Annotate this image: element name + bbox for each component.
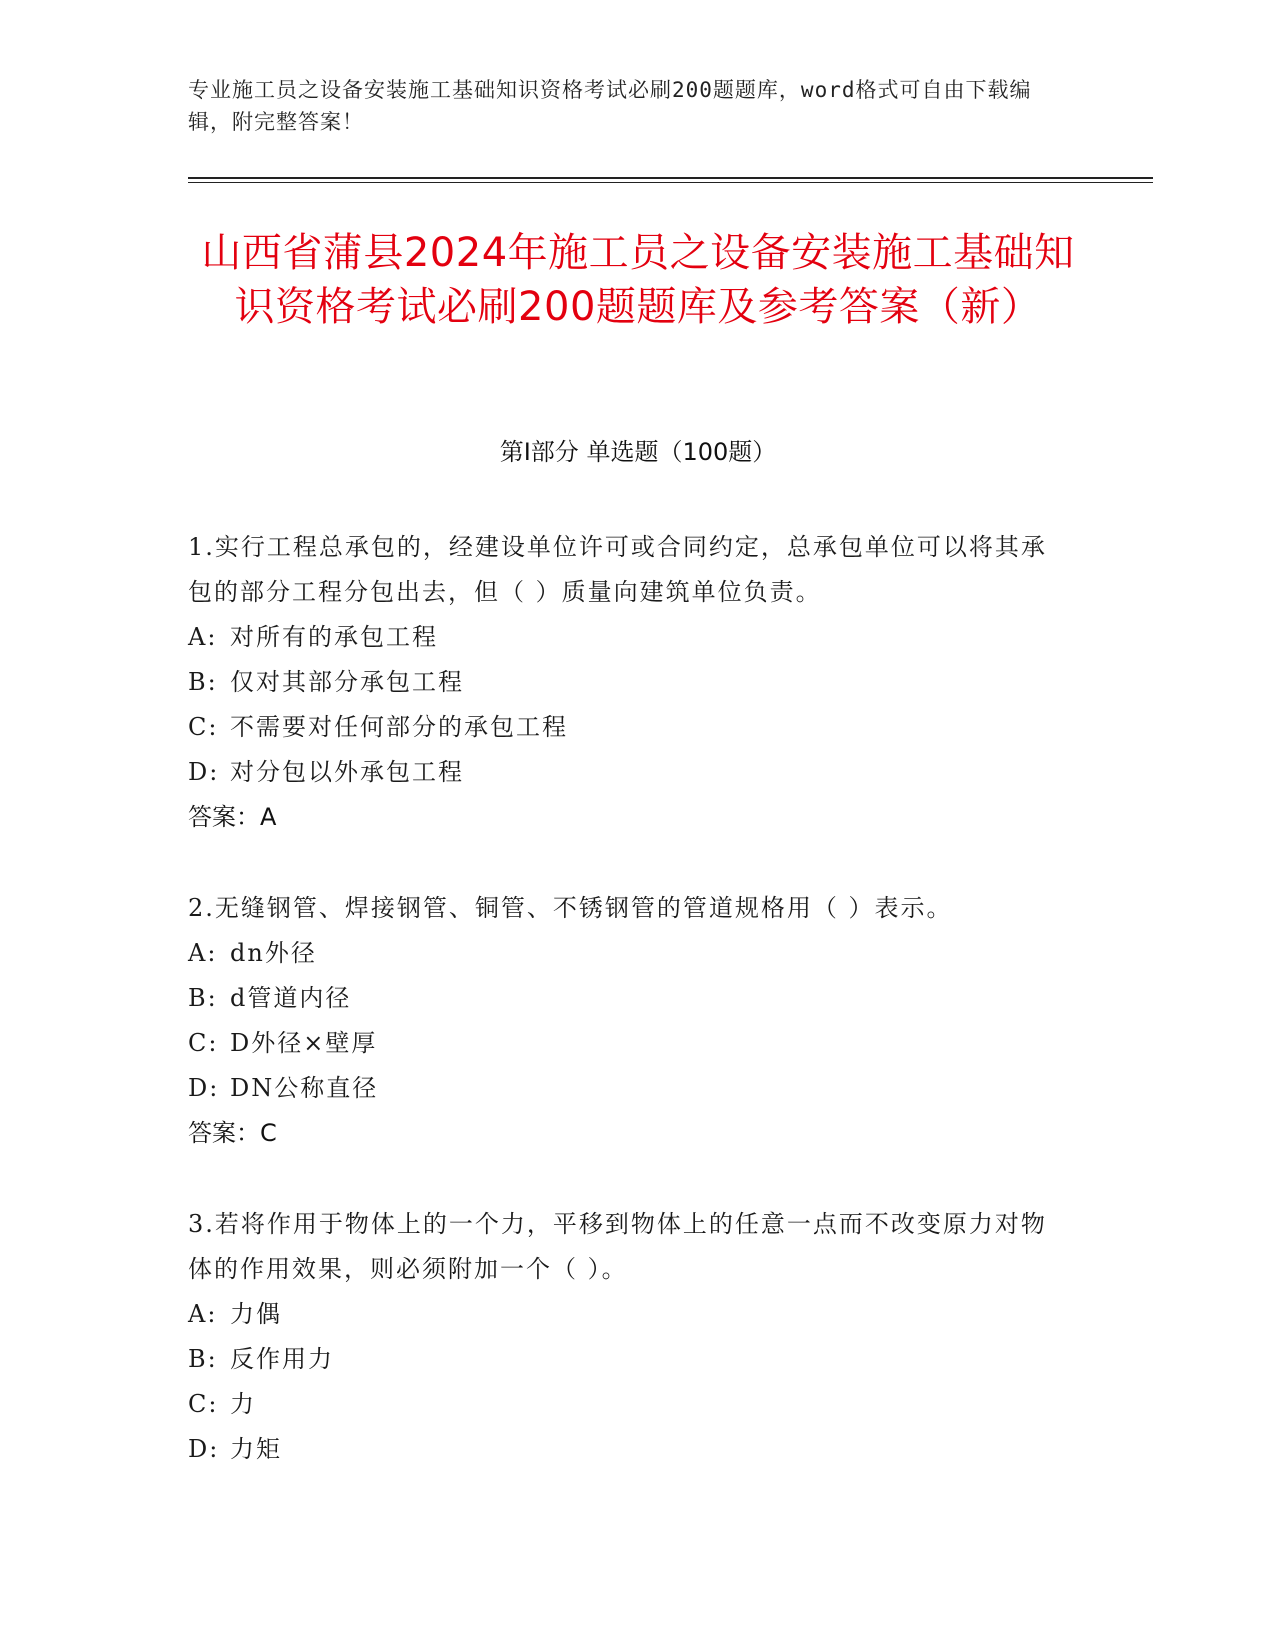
option-letter: C: xyxy=(188,713,219,741)
option-c xyxy=(188,1382,1068,1427)
option-letter: D: xyxy=(188,1074,220,1102)
option-a xyxy=(188,931,1068,976)
question-list xyxy=(188,525,1068,1518)
question-stem: 3.若将作用于物体上的一个力，平移到物体上的任意一点而不改变原力对物体的作用效果，则必须附加一个（ ）。 xyxy=(188,1210,1047,1283)
question-2 xyxy=(188,886,1068,1156)
option-letter: C: xyxy=(188,1390,219,1418)
option-b xyxy=(188,660,1068,705)
option-c xyxy=(188,1021,1068,1066)
document-title: 山西省蒲县2024年施工员之设备安装施工基础知识资格考试必刷200题题库及参考答案（新） xyxy=(201,230,1075,330)
option-letter: D: xyxy=(188,1435,220,1463)
option-text: D外径×壁厚 xyxy=(230,1029,378,1057)
header-divider-thin xyxy=(188,182,1153,183)
header-note: 专业施工员之设备安装施工基础知识资格考试必刷200题题库，word格式可自由下载编辑，附完整答案！ xyxy=(188,78,1032,134)
option-a xyxy=(188,615,1068,660)
option-letter: A: xyxy=(188,1300,218,1328)
option-letter: C: xyxy=(188,1029,219,1057)
option-text: 力 xyxy=(230,1390,256,1418)
option-text: 力矩 xyxy=(230,1435,282,1463)
option-letter: A: xyxy=(188,939,218,967)
option-text: 反作用力 xyxy=(230,1345,334,1373)
option-c xyxy=(188,705,1068,750)
option-letter: B: xyxy=(188,668,218,696)
option-b xyxy=(188,1337,1068,1382)
answer-line: 答案：A xyxy=(188,803,277,831)
option-letter: D: xyxy=(188,758,220,786)
option-text: 仅对其部分承包工程 xyxy=(230,668,464,696)
option-text: d管道内径 xyxy=(230,984,352,1012)
option-d xyxy=(188,750,1068,795)
section-title: 第I部分 单选题（100题） xyxy=(499,438,777,466)
question-3 xyxy=(188,1202,1068,1472)
option-d xyxy=(188,1427,1068,1472)
header-divider-thick xyxy=(188,177,1153,179)
answer-line: 答案：C xyxy=(188,1119,277,1147)
option-text: 不需要对任何部分的承包工程 xyxy=(230,713,568,741)
option-a xyxy=(188,1292,1068,1337)
option-text: 对所有的承包工程 xyxy=(230,623,438,651)
question-stem: 2.无缝钢管、焊接钢管、铜管、不锈钢管的管道规格用（ ）表示。 xyxy=(188,894,953,922)
option-b xyxy=(188,976,1068,1021)
option-text: DN公称直径 xyxy=(230,1074,379,1102)
option-text: 力偶 xyxy=(230,1300,282,1328)
option-letter: B: xyxy=(188,984,218,1012)
option-letter: A: xyxy=(188,623,218,651)
question-1 xyxy=(188,525,1068,840)
question-stem: 1.实行工程总承包的，经建设单位许可或合同约定，总承包单位可以将其承包的部分工程分包出去，但（ ）质量向建筑单位负责。 xyxy=(188,533,1047,606)
option-d xyxy=(188,1066,1068,1111)
option-text: 对分包以外承包工程 xyxy=(230,758,464,786)
option-letter: B: xyxy=(188,1345,218,1373)
option-text: dn外径 xyxy=(230,939,317,967)
